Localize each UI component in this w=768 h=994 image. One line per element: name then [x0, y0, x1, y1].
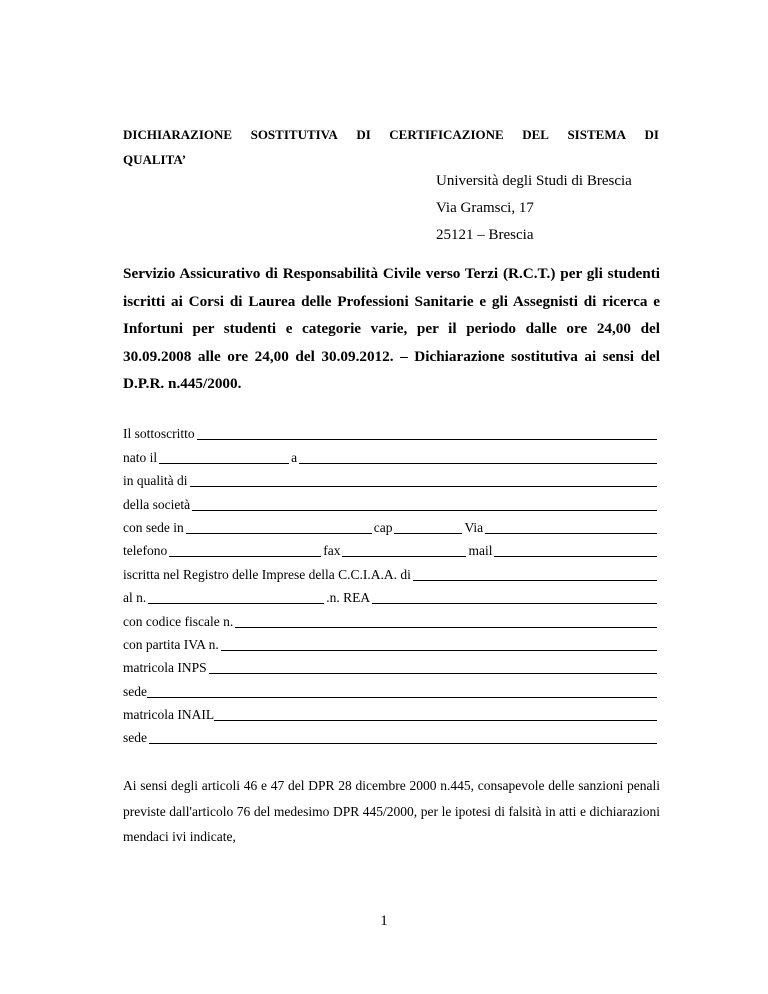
inail-field[interactable] — [214, 706, 657, 721]
field-label: con sede in — [123, 519, 184, 535]
inps-field[interactable] — [209, 659, 657, 674]
city-field[interactable] — [186, 519, 372, 534]
title-line-2: QUALITA’ — [123, 152, 187, 167]
registry-number-field[interactable] — [148, 589, 324, 604]
sottoscritto-field[interactable] — [197, 425, 657, 440]
page-number: 1 — [380, 913, 388, 929]
field-label: telefono — [123, 543, 168, 559]
field-label: matricola INAIL — [123, 707, 215, 723]
field-label: Il sottoscritto — [123, 426, 195, 442]
title-word: DEL — [522, 127, 549, 142]
cap-field[interactable] — [394, 519, 462, 534]
field-label: cap — [373, 519, 393, 535]
registry-field[interactable] — [413, 566, 657, 581]
mail-field[interactable] — [494, 542, 657, 557]
form-row-sottoscritto — [123, 422, 659, 445]
title-word: DI — [356, 127, 371, 142]
title-word: SOSTITUTIVA — [250, 127, 338, 142]
field-label: .n. REA — [326, 590, 371, 606]
form-row-qualita — [123, 469, 659, 492]
role-field[interactable] — [190, 472, 658, 487]
title-line-1 — [123, 122, 659, 147]
field-label: mail — [468, 543, 493, 559]
declarant-form — [123, 422, 659, 749]
subject-heading: Servizio Assicurativo di Responsabilità Civile verso Terzi (R.C.T.) per gli studenti iscritti ai Corsi di Laurea delle Professioni Sanitarie e gli Assegnisti di ricerca e Infortuni per studenti e categorie varie, per il periodo dalle ore 24,00 del 30.09.2008 alle ore 24,00 del 30.09.2012. – Dichiarazione sostitutiva ai sensi del D.P.R. n.445/2000. — [123, 265, 660, 392]
document-title — [123, 122, 659, 172]
field-label: con codice fiscale n. — [123, 613, 234, 629]
address-line: 25121 – Brescia — [436, 227, 534, 243]
street-field[interactable] — [485, 519, 657, 534]
phone-field[interactable] — [169, 542, 321, 557]
tax-code-field[interactable] — [235, 613, 657, 628]
form-row-registro — [123, 562, 659, 585]
declaration-paragraph: Ai sensi degli articoli 46 e 47 del DPR 28 dicembre 2000 n.445, consapevole delle sanzioni penali previste dall'articolo 76 del medesimo DPR 445/2000, per le ipotesi di falsità in atti e dichiarazioni mendaci ivi indicate, — [123, 778, 660, 844]
form-row-inps — [123, 656, 659, 679]
birth-place-field[interactable] — [299, 449, 657, 464]
form-row-sede-inail — [123, 726, 659, 749]
address-line: Università degli Studi di Brescia — [436, 173, 632, 189]
field-label: con partita IVA n. — [123, 636, 219, 652]
field-label: matricola INPS — [123, 660, 207, 676]
form-row-sede — [123, 516, 659, 539]
form-row-inail — [123, 703, 659, 726]
vat-field[interactable] — [221, 636, 657, 651]
field-label: al n. — [123, 590, 147, 606]
fax-field[interactable] — [342, 542, 466, 557]
title-word: CERTIFICAZIONE — [389, 127, 504, 142]
field-label: in qualità di — [123, 473, 188, 489]
title-word: DI — [644, 127, 659, 142]
address-line: Via Gramsci, 17 — [436, 200, 534, 216]
field-label: sede — [123, 683, 147, 699]
form-row-contatti — [123, 539, 659, 562]
field-label: Via — [464, 519, 484, 535]
field-label: iscritta nel Registro delle Imprese della C.C.I.A.A. di — [123, 566, 411, 582]
form-row-partita-iva — [123, 633, 659, 656]
company-field[interactable] — [192, 496, 657, 511]
field-label: nato il — [123, 449, 158, 465]
title-word: DICHIARAZIONE — [123, 127, 233, 142]
inps-office-field[interactable] — [147, 683, 657, 698]
field-label: fax — [323, 543, 341, 559]
field-label: a — [291, 449, 298, 465]
form-row-rea — [123, 586, 659, 609]
form-row-sede-inps — [123, 679, 659, 702]
form-row-nascita — [123, 445, 659, 468]
inail-office-field[interactable] — [149, 729, 657, 744]
form-row-codice-fiscale — [123, 609, 659, 632]
field-label: sede — [123, 730, 147, 746]
field-label: della società — [123, 496, 191, 512]
title-word: SISTEMA — [567, 127, 626, 142]
birth-date-field[interactable] — [159, 449, 289, 464]
rea-field[interactable] — [372, 589, 657, 604]
recipient-address — [436, 168, 736, 249]
form-row-societa — [123, 492, 659, 515]
